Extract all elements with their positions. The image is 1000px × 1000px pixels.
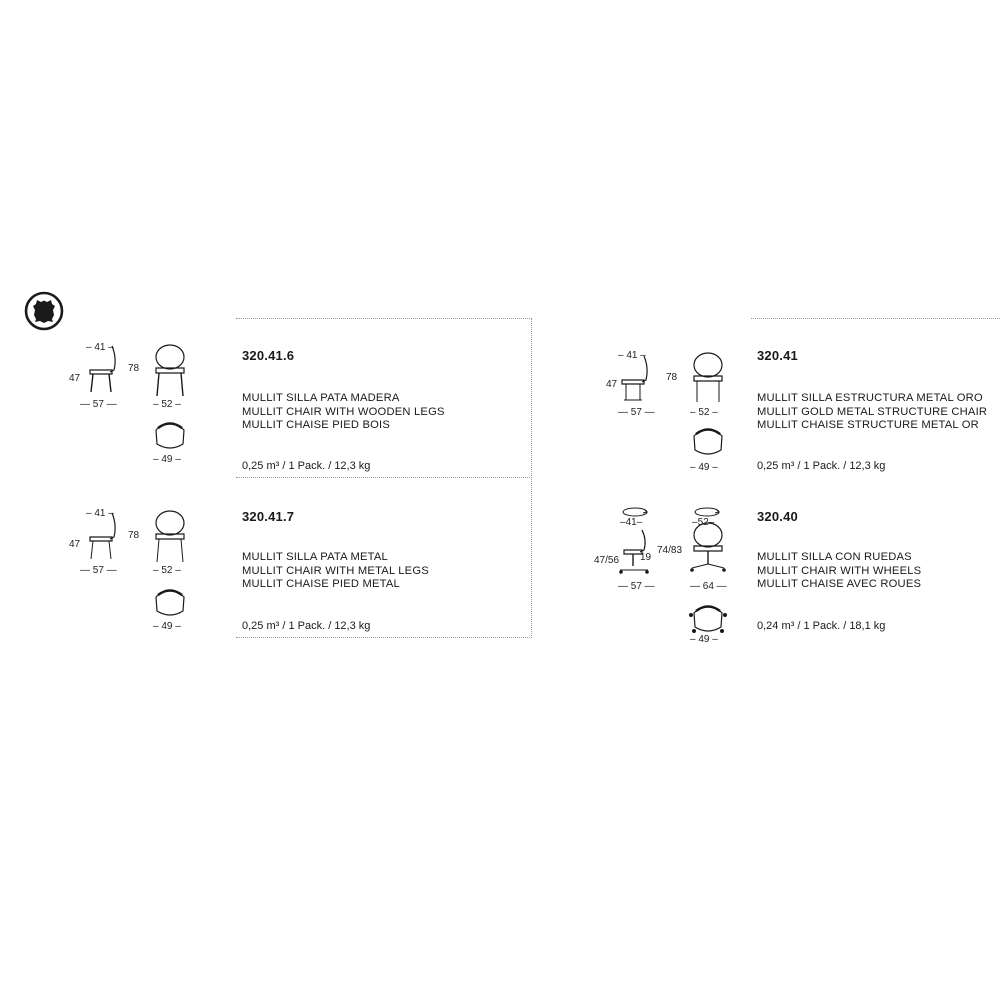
separator-line — [236, 318, 532, 319]
packaging-info: 0,25 m³ / 1 Pack. / 12,3 kg — [757, 460, 886, 472]
chair-front-view-drawing — [150, 510, 190, 564]
dimension-label: –52– — [692, 517, 715, 528]
dimension-label: — 57 — — [80, 399, 117, 410]
separator-line — [236, 637, 532, 638]
dimension-label: 78 — [128, 530, 140, 541]
product-description: MULLIT SILLA PATA METAL MULLIT CHAIR WITH METAL LEGS MULLIT CHAISE PIED METAL — [242, 551, 429, 591]
dimension-label: 47 — [606, 379, 618, 390]
leather-hide-icon — [24, 291, 64, 331]
dimension-label: 47/56 — [594, 555, 620, 566]
separator-line — [751, 318, 1000, 319]
separator-line — [236, 477, 532, 478]
dimension-label: 78 — [666, 372, 678, 383]
dimension-label: – 41 – — [86, 508, 114, 519]
packaging-info: 0,25 m³ / 1 Pack. / 12,3 kg — [242, 620, 371, 632]
dimension-label: 47 — [69, 373, 81, 384]
dimension-label: — 57 — — [80, 565, 117, 576]
chair-front-view-drawing — [150, 344, 190, 398]
dimension-label: — 64 — — [690, 581, 727, 592]
dimension-label: — 57 — — [618, 407, 655, 418]
product-code: 320.41.7 — [242, 509, 295, 524]
packaging-info: 0,25 m³ / 1 Pack. / 12,3 kg — [242, 460, 371, 472]
packaging-info: 0,24 m³ / 1 Pack. / 18,1 kg — [757, 620, 886, 632]
dimension-label: – 49 – — [153, 454, 181, 465]
chair-front-view-drawing — [688, 522, 728, 578]
product-description: MULLIT SILLA PATA MADERA MULLIT CHAIR WITH WOODEN LEGS MULLIT CHAISE PIED BOIS — [242, 392, 445, 432]
product-description: MULLIT SILLA CON RUEDAS MULLIT CHAIR WITH WHEELS MULLIT CHAISE AVEC ROUES — [757, 551, 922, 591]
chair-front-view-drawing — [688, 352, 728, 406]
dimension-label: 74/83 — [657, 545, 683, 556]
dimension-label: – 41 – — [618, 350, 646, 361]
chair-top-view-drawing — [688, 420, 728, 460]
product-code: 320.40 — [757, 509, 798, 524]
dimension-label: — 57 — — [618, 581, 655, 592]
dimension-label: –41– — [620, 517, 643, 528]
dimension-label: – 41 – — [86, 342, 114, 353]
chair-top-view-drawing — [150, 414, 190, 454]
dimension-label: – 49 – — [153, 621, 181, 632]
chair-side-view-drawing — [612, 528, 662, 578]
chair-top-view-drawing — [150, 581, 190, 621]
dimension-label: – 49 – — [690, 462, 718, 473]
dimension-label: – 49 – — [690, 634, 718, 645]
separator-line — [531, 318, 532, 638]
dimension-label: – 52 – — [153, 565, 181, 576]
dimension-label: 19 — [640, 552, 652, 563]
dimension-label: 47 — [69, 539, 81, 550]
dimension-label: 78 — [128, 363, 140, 374]
product-description: MULLIT SILLA ESTRUCTURA METAL ORO MULLIT GOLD METAL STRUCTURE CHAIR MULLIT CHAISE STRUCTURE METAL OR — [757, 392, 988, 432]
dimension-label: – 52 – — [690, 407, 718, 418]
dimension-label: – 52 – — [153, 399, 181, 410]
chair-top-view-drawing — [686, 597, 730, 637]
product-code: 320.41 — [757, 348, 798, 363]
product-code: 320.41.6 — [242, 348, 295, 363]
